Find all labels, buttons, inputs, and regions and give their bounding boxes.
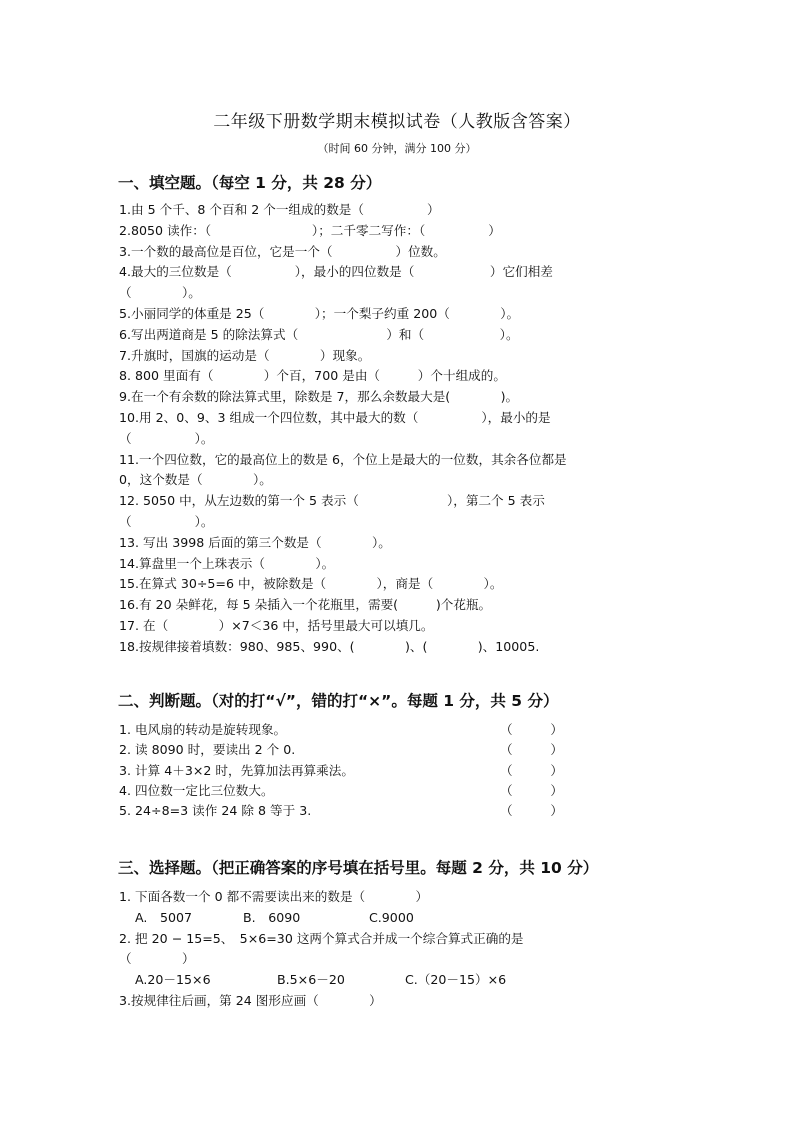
judge-item-text: 1. 电风扇的转动是旋转现象。 (119, 722, 287, 737)
option-b: B.5×6－20 (277, 972, 345, 988)
judge-item (119, 801, 675, 821)
choice-options-2 (119, 970, 675, 991)
question-line: （ ）。 (119, 430, 214, 446)
question-line: 4.最大的三位数是（ ），最小的四位数是（ ）它们相差 (119, 264, 553, 280)
question-line: 18.按规律接着填数：980、985、990、( )、( )、10005. (119, 638, 540, 654)
section-3-questions (119, 887, 675, 1012)
question-line: （ ）。 (119, 285, 201, 301)
option-c: C.（20－15）×6 (405, 972, 507, 988)
answer-blank: （ ） (500, 782, 563, 798)
question-line: 1.由 5 个千、8 个百和 2 个一组成的数是（ ） (119, 202, 440, 217)
option-b: B. 6090 (243, 909, 301, 925)
question-line: 2.8050 读作：（ ）；二千零二写作：（ ） (119, 222, 501, 238)
question-line: 13. 写出 3998 后面的第三个数是（ ）。 (119, 534, 391, 550)
judge-item (119, 761, 675, 781)
choice-question-3: 3.按规律往后画，第 24 图形应画（ ） (119, 992, 382, 1008)
question-line: 11.一个四位数，它的最高位上的数是 6，个位上是最大的一位数，其余各位都是 (119, 451, 567, 467)
answer-blank: （ ） (500, 803, 563, 819)
judge-item-text: 3. 计算 4＋3×2 时，先算加法再算乘法。 (119, 762, 354, 778)
page-title: 二年级下册数学期末模拟试卷（人教版含答案） (213, 112, 581, 132)
judge-item (119, 740, 675, 760)
question-line: 9.在一个有余数的除法算式里，除数是 7，那么余数最大是( )。 (119, 389, 519, 405)
judge-item-text: 5. 24÷8=3 读作 24 除 8 等于 3. (119, 803, 312, 819)
choice-question-1: 1. 下面各数一个 0 都不需要读出来的数是（ ） (119, 889, 429, 904)
section-3-heading: 三、选择题。（把正确答案的序号填在括号里。每题 2 分，共 10 分） (118, 859, 599, 877)
question-line: 15.在算式 30÷5=6 中，被除数是（ ），商是（ ）。 (119, 576, 503, 592)
section-1-questions (119, 200, 675, 658)
section-2-questions (119, 720, 675, 821)
question-line: 10.用 2、0、9、3 组成一个四位数，其中最大的数（ ），最小的是 (119, 409, 551, 425)
option-a: A. 5007 (135, 909, 193, 925)
question-line: 3.一个数的最高位是百位，它是一个（ ）位数。 (119, 243, 446, 259)
choice-question-2: 2. 把 20 − 15=5、 5×6=30 这两个算式合并成一个综合算式正确的是 (119, 930, 524, 946)
answer-blank: （ ） (500, 722, 563, 737)
question-line: （ ）。 (119, 513, 214, 529)
judge-item (119, 720, 675, 740)
judge-item (119, 781, 675, 801)
judge-item-text: 2. 读 8090 时，要读出 2 个 0. (119, 742, 296, 758)
section-1-heading: 一、填空题。（每空 1 分，共 28 分） (118, 174, 382, 192)
answer-blank: （ ） (500, 742, 563, 758)
question-line: 16.有 20 朵鲜花，每 5 朵插入一个花瓶里，需要( )个花瓶。 (119, 597, 492, 613)
question-line: 14.算盘里一个上珠表示（ ）。 (119, 555, 335, 571)
question-line: 17. 在（ ）×7＜36 中，括号里最大可以填几。 (119, 617, 434, 633)
question-line: 5.小丽同学的体重是 25（ ）；一个梨子约重 200（ ）。 (119, 305, 520, 321)
page-subtitle: （时间 60 分钟，满分 100 分） (317, 142, 477, 155)
question-line: 7.升旗时，国旗的运动是（ ）现象。 (119, 347, 371, 363)
question-line: 8. 800 里面有（ ）个百，700 是由（ ）个十组成的。 (119, 368, 506, 384)
question-line: 0，这个数是（ ）。 (119, 472, 272, 488)
option-a: A.20－15×6 (135, 972, 211, 988)
option-c: C.9000 (369, 909, 414, 925)
answer-blank: （ ） (500, 762, 563, 778)
question-line: 6.写出两道商是 5 的除法算式（ ）和（ ）。 (119, 326, 519, 342)
choice-question-2-blank: （ ） (119, 951, 195, 967)
section-2-heading: 二、判断题。（对的打“√”，错的打“×”。每题 1 分，共 5 分） (118, 692, 559, 710)
choice-options-1 (119, 908, 675, 929)
question-line: 12. 5050 中，从左边数的第一个 5 表示（ ），第二个 5 表示 (119, 493, 545, 509)
judge-item-text: 4. 四位数一定比三位数大。 (119, 782, 274, 798)
